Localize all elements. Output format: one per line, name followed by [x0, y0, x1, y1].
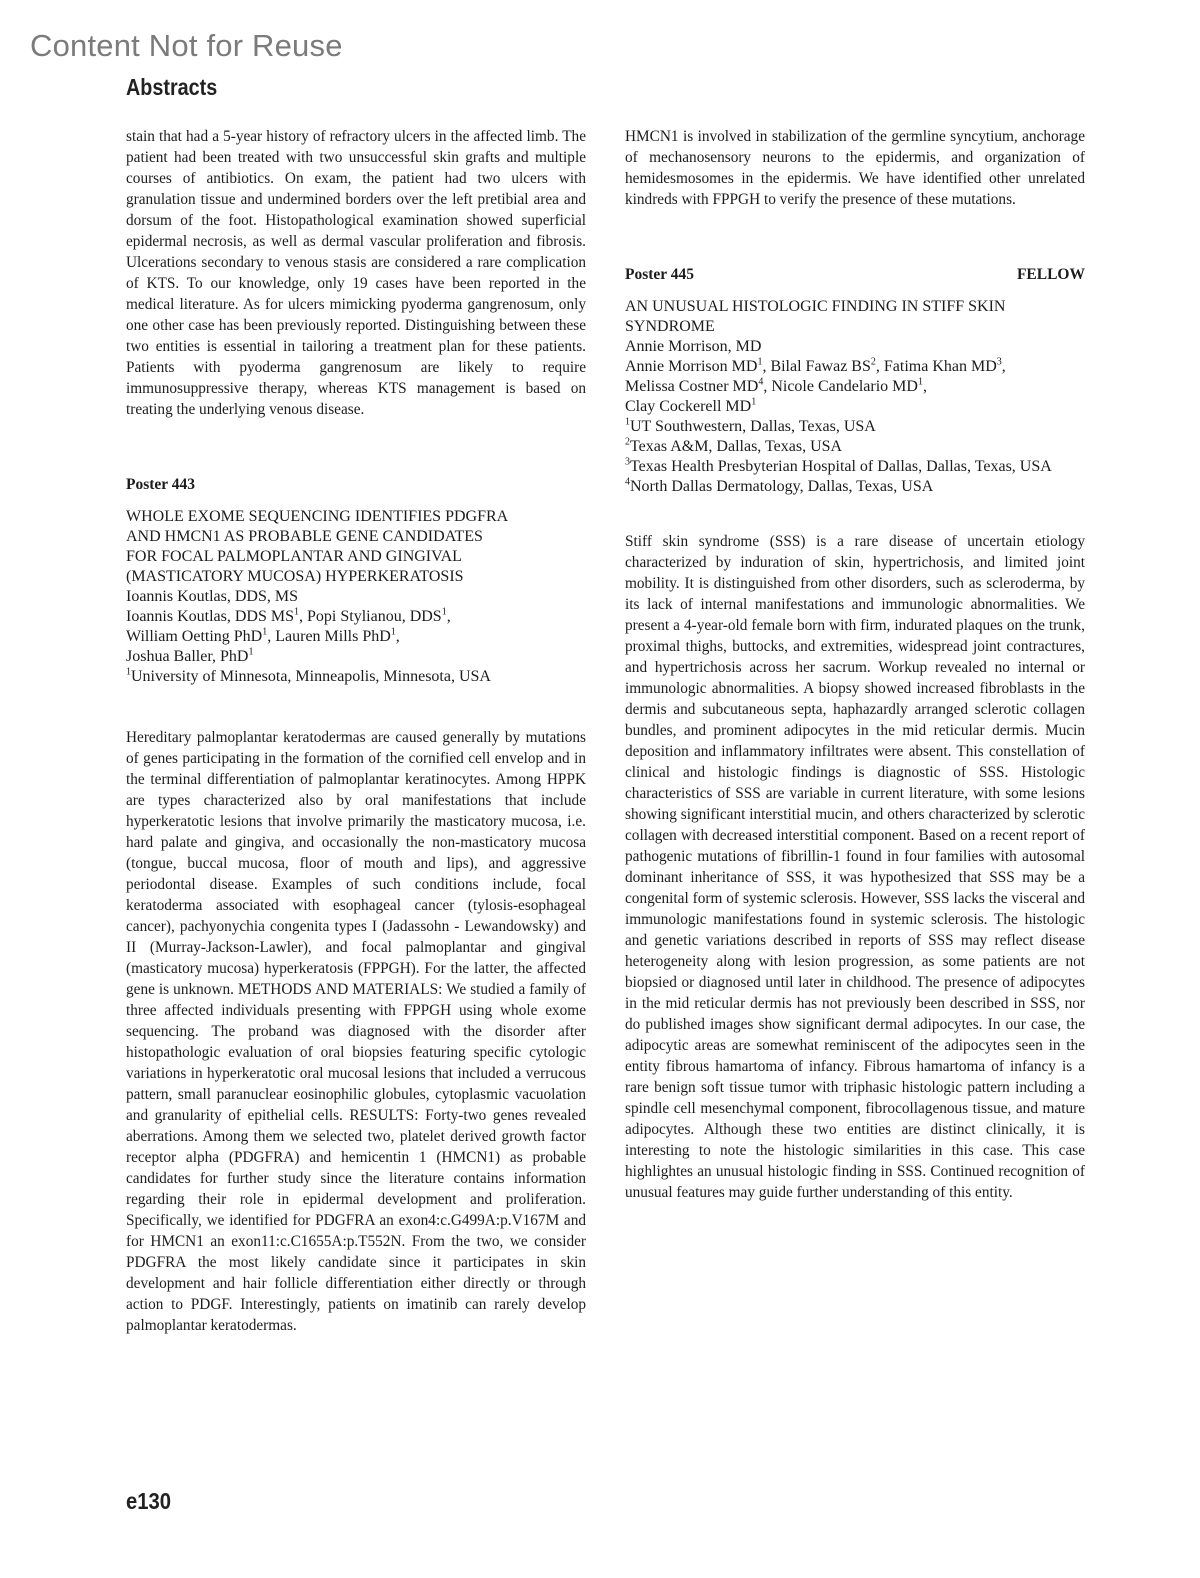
poster-445-header [625, 264, 1085, 285]
affiliation-text: University of Minnesota, Minneapolis, Minnesota, USA [131, 668, 491, 685]
author-line [625, 397, 1085, 417]
author-name: Joshua Baller, PhD [126, 648, 249, 665]
author-name: Clay Cockerell MD [625, 398, 752, 415]
title-line: AND HMCN1 AS PROBABLE GENE CANDIDATES [126, 528, 483, 545]
affiliation [625, 477, 1085, 497]
continued-abstract-text: HMCN1 is involved in stabilization of the germline syncytium, anchorage of mechanosensory neurons to the epidermis, and organization of hemidesmosomes in the epidermis. We have identified other unrelated kindreds with FPPGH to verify the presence of these mutations. [625, 128, 1085, 208]
title-line: FOR FOCAL PALMOPLANTAR AND GINGIVAL [126, 548, 462, 565]
author-sup: 1 [390, 626, 396, 638]
author-line [625, 377, 1085, 397]
author-sup: 1 [757, 356, 763, 368]
affiliation-text: Texas Health Presbyterian Hospital of Dallas, Dallas, Texas, USA [630, 458, 1052, 475]
author-name: Lauren Mills PhD [275, 628, 391, 645]
poster-445-abstract: Stiff skin syndrome (SSS) is a rare disease of uncertain etiology characterized by induration of skin, hypertrichosis, and limited joint mobility. It is distinguished from other disorders, such as scleroderma, by its lack of internal manifestations and immunologic abnormalities. We present a 4-year-old female born with firm, indurated plaques on the trunk, proximal thighs, buttocks, and extremities, widespread joint contractures, and hypertrichosis across her sacrum. Workup revealed no internal or immunologic abnormalities. A biopsy showed increased fibroblasts in the dermis and subcutaneous septa, haphazardly arranged sclerotic collagen bundles, and prominent adipocytes in the mid reticular dermis. Mucin deposition and inflammatory infiltrates were absent. This constellation of clinical and histologic findings is diagnostic of SSS. Histologic characteristics of SSS are variable in current literature, with some lesions showing significant interstitial mucin, and others characterized by sclerotic collagen with decreased interstitial component. Based on a recent report of pathogenic mutations of fibrillin-1 found in four families with autosomal dominant inheritance of SSS, it was hypothesized that SSS may be a congenital form of systemic sclerosis. However, SSS lacks the visceral and immunologic manifestations found in systemic sclerosis. The histologic and genetic variations described in reports of SSS may reflect disease heterogeneity along with lesion progression, as some patients are not biopsied or diagnosed until later in childhood. The presence of adipocytes in the mid reticular dermis has not previously been described in SSS, nor do published images show significant dermal adipocytes. In our case, the adipocytic areas are somewhat reminiscent of the adipocytes seen in the entity fibrous hamartoma of infancy. Fibrous hamartoma of infancy is a rare benign soft tissue tumor with triphasic histologic pattern including a spindle cell mesenchymal component, fibrocollagenous tissue, and mature adipocytes. Although these two entities are distinct clinically, it is interesting to note the histologic similarities in this case. This case highlightes an unusual histologic finding in SSS. Continued recognition of unusual features may guide further understanding of this entity. [625, 533, 1085, 1201]
affiliation-text: UT Southwestern, Dallas, Texas, USA [630, 418, 876, 435]
author-line [625, 357, 1085, 377]
affiliation-sup: 2 [625, 436, 630, 448]
affiliation [126, 667, 586, 687]
author-sup: 3 [996, 356, 1002, 368]
author-name: Fatima Khan MD [883, 358, 997, 375]
affiliation-sup: 1 [126, 666, 131, 678]
poster-445-authors [625, 357, 1085, 417]
author-line [126, 647, 586, 667]
author-name: Ioannis Koutlas, DDS MS [126, 608, 295, 625]
affiliation-sup: 4 [625, 476, 630, 488]
author-name: Popi Stylianou, DDS [307, 608, 442, 625]
author-sep: , [763, 378, 772, 395]
affiliation-text: Texas A&M, Dallas, Texas, USA [630, 438, 843, 455]
author-sup: 1 [917, 376, 923, 388]
poster-445-affiliations [625, 417, 1085, 497]
author-sup: 1 [751, 396, 757, 408]
title-line: (MASTICATORY MUCOSA) HYPERKERATOSIS [126, 568, 464, 585]
author-sep: , [1001, 358, 1006, 375]
author-sep: , [922, 378, 927, 395]
poster-443-abstract: Hereditary palmoplantar keratodermas are caused generally by mutations of genes participating in the formation of the cornified cell envelop and in the terminal differentiation of palmoplantar keratinocytes. Among HPPK are types characterized also by oral manifestations that include hyperkeratotic lesions that involve primarily the masticatory mucosa, i.e. hard palate and gingiva, and occasionally the non-masticatory mucosa (tongue, buccal mucosa, floor of mouth and lips), and aggressive periodontal disease. Examples of such conditions include, focal keratoderma associated with esophageal cancer (tylosis-esophageal cancer), pachyonychia congenita types I (Jadassohn - Lewandowsky) and II (Murray-Jackson-Lawler), and focal palmoplantar and gingival (masticatory mucosa) hyperkeratosis (FPPGH). For the latter, the affected gene is unknown. METHODS AND MATERIALS: We studied a family of three affected individuals presenting with FPPGH using whole exome sequencing. The proband was diagnosed with the disorder after histopathologic evaluation of oral biopsies featuring specific cytologic variations in hyperkeratotic oral mucosal lesions that included a verrucous pattern, small paranuclear eosinophilic globules, cytoplasmic vacuolation and granularity of epithelial cells. RESULTS: Forty-two genes revealed aberrations. Among them we selected two, platelet derived growth factor receptor alpha (PDGFRA) and hemicentin 1 (HMCN1) as probable candidates for further study since the literature contains information regarding their role in epidermal development and proliferation. Specifically, we identified for PDGFRA an exon4:c.G499A:p.V167M and for HMCN1 an exon11:c.C1655A:p.T552N. From the two, we consider PDGFRA the most likely candidate since it participates in skin development and hair follicle differentiation either directly or through action to PDGF. Interestingly, patients on imatinib can rarely develop palmoplantar keratodermas. [126, 729, 586, 1334]
page-number: e130 [126, 1488, 172, 1514]
author-sup: 1 [441, 606, 447, 618]
poster-443-title [126, 507, 586, 587]
author-sep: , [267, 628, 276, 645]
affiliation-text: North Dallas Dermatology, Dallas, Texas, USA [630, 478, 934, 495]
poster-label: Poster 445 [625, 266, 695, 283]
poster-443-header [126, 474, 586, 495]
poster-445-presenter: Annie Morrison, MD [625, 338, 762, 355]
affiliation [625, 457, 1085, 477]
left-column [126, 126, 586, 1336]
poster-443-affiliations [126, 667, 586, 687]
author-sep: , [395, 628, 400, 645]
author-name: Bilal Fawaz BS [770, 358, 871, 375]
affiliation-sup: 3 [625, 456, 630, 468]
continued-abstract-text: stain that had a 5-year history of refractory ulcers in the affected limb. The patient had been treated with two unsuccessful skin grafts and multiple courses of antibiotics. On exam, the patient had two ulcers with granulation tissue and undermined borders over the left pretibial area and dorsum of the foot. Histopathological examination showed superficial epidermal necrosis, as well as dermal vascular proliferation and fibrosis. Ulcerations secondary to venous stasis are considered a rare complication of KTS. To our knowledge, only 19 cases have been reported in the medical literature. As for ulcers mimicking pyoderma gangrenosum, only one other case has been previously reported. Distinguishing between these two entities is essential in tailoring a treatment plan for these patients. Patients with pyoderma gangrenosum are likely to require immunosuppressive therapy, whereas KTS management is based on treating the underlying venous disease. [126, 128, 586, 418]
author-line [126, 607, 586, 627]
author-sep: , [875, 358, 884, 375]
author-name: Melissa Costner MD [625, 378, 759, 395]
affiliation [625, 417, 1085, 437]
title-line: WHOLE EXOME SEQUENCING IDENTIFIES PDGFRA [126, 508, 509, 525]
author-name: Annie Morrison MD [625, 358, 758, 375]
poster-443-authors [126, 607, 586, 667]
author-name: Nicole Candelario MD [771, 378, 918, 395]
author-line [126, 627, 586, 647]
affiliation-sup: 1 [625, 416, 630, 428]
fellow-badge: FELLOW [1016, 266, 1085, 283]
author-sup: 2 [870, 356, 876, 368]
author-sup: 4 [758, 376, 764, 388]
poster-445-title [625, 297, 1085, 337]
author-sep: , [762, 358, 771, 375]
author-sup: 1 [294, 606, 300, 618]
affiliation [625, 437, 1085, 457]
right-column [625, 126, 1085, 1203]
title-line: AN UNUSUAL HISTOLOGIC FINDING IN STIFF SKIN [625, 298, 1006, 315]
section-title: Abstracts [126, 74, 218, 100]
author-sep: , [299, 608, 308, 625]
author-name: William Oetting PhD [126, 628, 263, 645]
poster-443-presenter: Ioannis Koutlas, DDS, MS [126, 588, 299, 605]
author-sup: 1 [262, 626, 268, 638]
author-sup: 1 [248, 646, 254, 658]
author-sep: , [446, 608, 451, 625]
poster-label: Poster 443 [126, 476, 196, 493]
watermark: Content Not for Reuse [30, 28, 343, 63]
title-line: SYNDROME [625, 318, 715, 335]
